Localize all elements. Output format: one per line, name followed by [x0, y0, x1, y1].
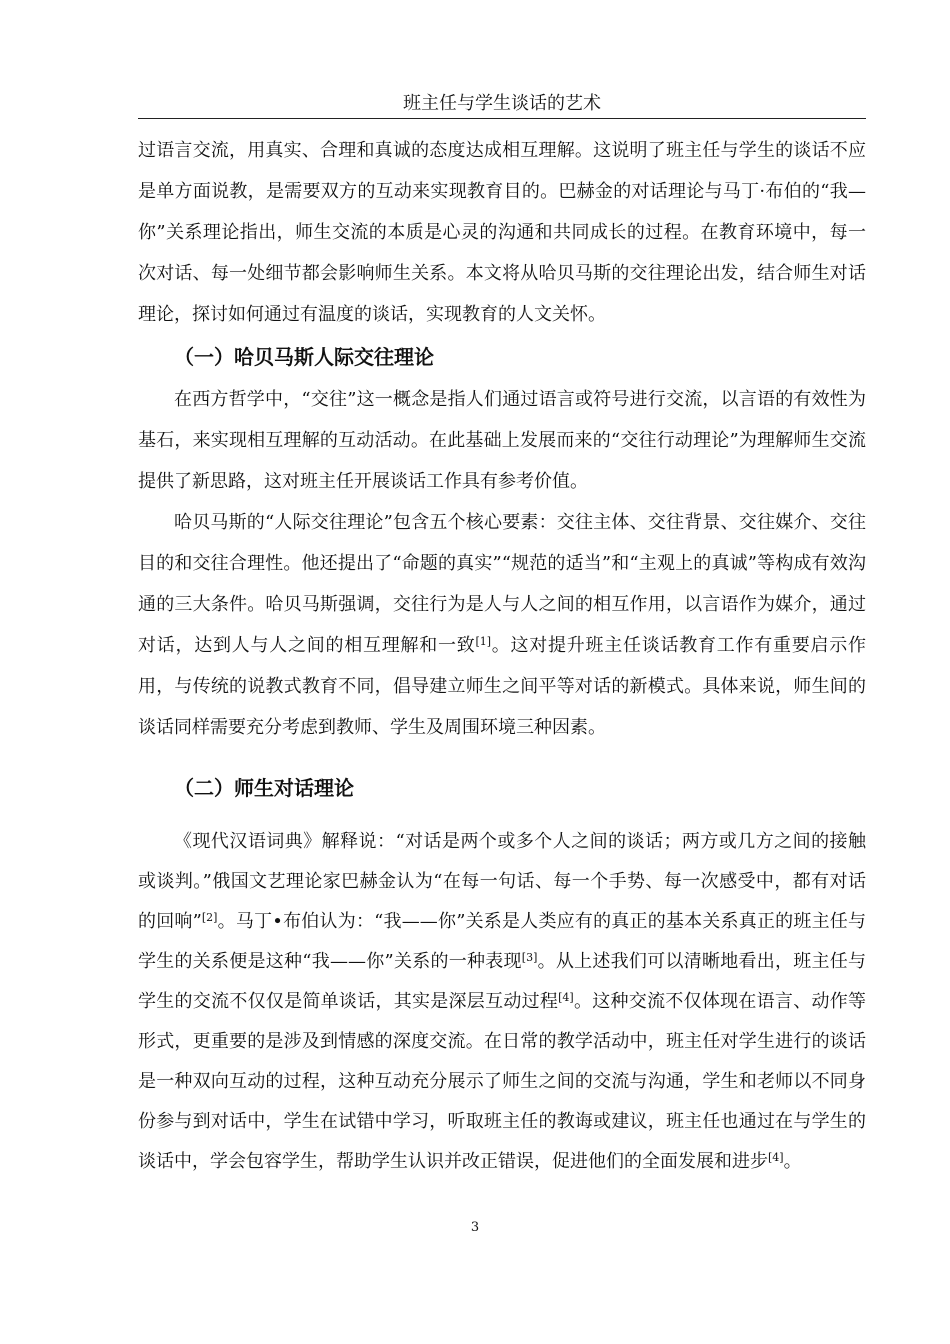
page-header [138, 92, 866, 119]
section-2-heading: （二）师生对话理论 [174, 776, 354, 800]
section-1-heading: （一）哈贝马斯人际交往理论 [174, 345, 434, 369]
citation-3: [3] [521, 951, 538, 964]
citation-1: [1] [475, 635, 492, 648]
section-2-text-2: 。马丁•布伯认为：“我——你”关系是人类应有的真正的基本关系真正的班主任与学生的关系便是这种“我——你”关系的一种表现 [138, 911, 866, 972]
citation-4b: [4] [768, 1151, 784, 1164]
page-number: 3 [470, 1220, 480, 1235]
section-2-text-1: 《现代汉语词典》解释说：“对话是两个或多个人之间的谈话；两方或几方之间的接触或谈判。”俄国文艺理论家巴赫金认为“在每一句话、每一个手势、每一次感受中，都有对话的回响” [138, 831, 866, 932]
section-1-paragraph-2-text-a: 哈贝马斯的“人际交往理论”包含五个核心要素：交往主体、交往背景、交往媒介、交往目的和交往合理性。他还提出了“命题的真实”“规范的适当”和“主观上的真诚”等构成有效沟通的三大条件。哈贝马斯强调，交往行为是人与人之间的相互作用，以言语作为媒介，通过对话，达到人与人之间的相互理解和一致 [138, 512, 866, 656]
header-title: 班主任与学生谈话的艺术 [403, 93, 601, 114]
section-1-paragraph-2 [138, 502, 866, 748]
citation-4a: [4] [558, 991, 574, 1004]
section-2-text-4: 。这种交流不仅体现在语言、动作等形式，更重要的是涉及到情感的深度交流。在日常的教学活动中，班主任对学生进行的谈话是一种双向互动的过程，这种互动充分展示了师生之间的交流与沟通，学生和老师以不同身份参与到对话中，学生在试错中学习，听取班主任的教诲或建议，班主任也通过在与学生的谈话中，学会包容学生，帮助学生认识并改正错误，促进他们的全面发展和进步 [138, 991, 867, 1172]
section-2-text-3: 。从上述我们可以清晰地看出，班主任与学生的交流不仅仅是简单谈话，其实是深层互动过程 [138, 951, 867, 1012]
section-2-text-5: 。 [783, 1151, 802, 1172]
section-1-paragraph-1: 在西方哲学中，“交往”这一概念是指人们通过语言或符号进行交流，以言语的有效性为基石，来实现相互理解的互动活动。在此基础上发展而来的“交往行动理论”为理解师生交流提供了新思路，这对班主任开展谈话工作具有参考价值。 [138, 389, 866, 492]
section-1-paragraph-2-text-b: 。这对提升班主任谈话教育工作有重要启示作用，与传统的说教式教育不同，倡导建立师生之间平等对话的新模式。具体来说，师生间的谈话同样需要充分考虑到教师、学生及周围环境三种因素。 [138, 635, 867, 738]
section-2-paragraph [138, 822, 866, 1182]
citation-2: [2] [201, 911, 218, 924]
intro-paragraph: 过语言交流，用真实、合理和真诚的态度达成相互理解。这说明了班主任与学生的谈话不应是单方面说教，是需要双方的互动来实现教育目的。巴赫金的对话理论与马丁·布伯的“我—你”关系理论指出，师生交流的本质是心灵的沟通和共同成长的过程。在教育环境中，每一次对话、每一处细节都会影响师生关系。本文将从哈贝马斯的交往理论出发，结合师生对话理论，探讨如何通过有温度的谈话，实现教育的人文关怀。 [138, 140, 866, 325]
document-body [138, 130, 866, 1182]
